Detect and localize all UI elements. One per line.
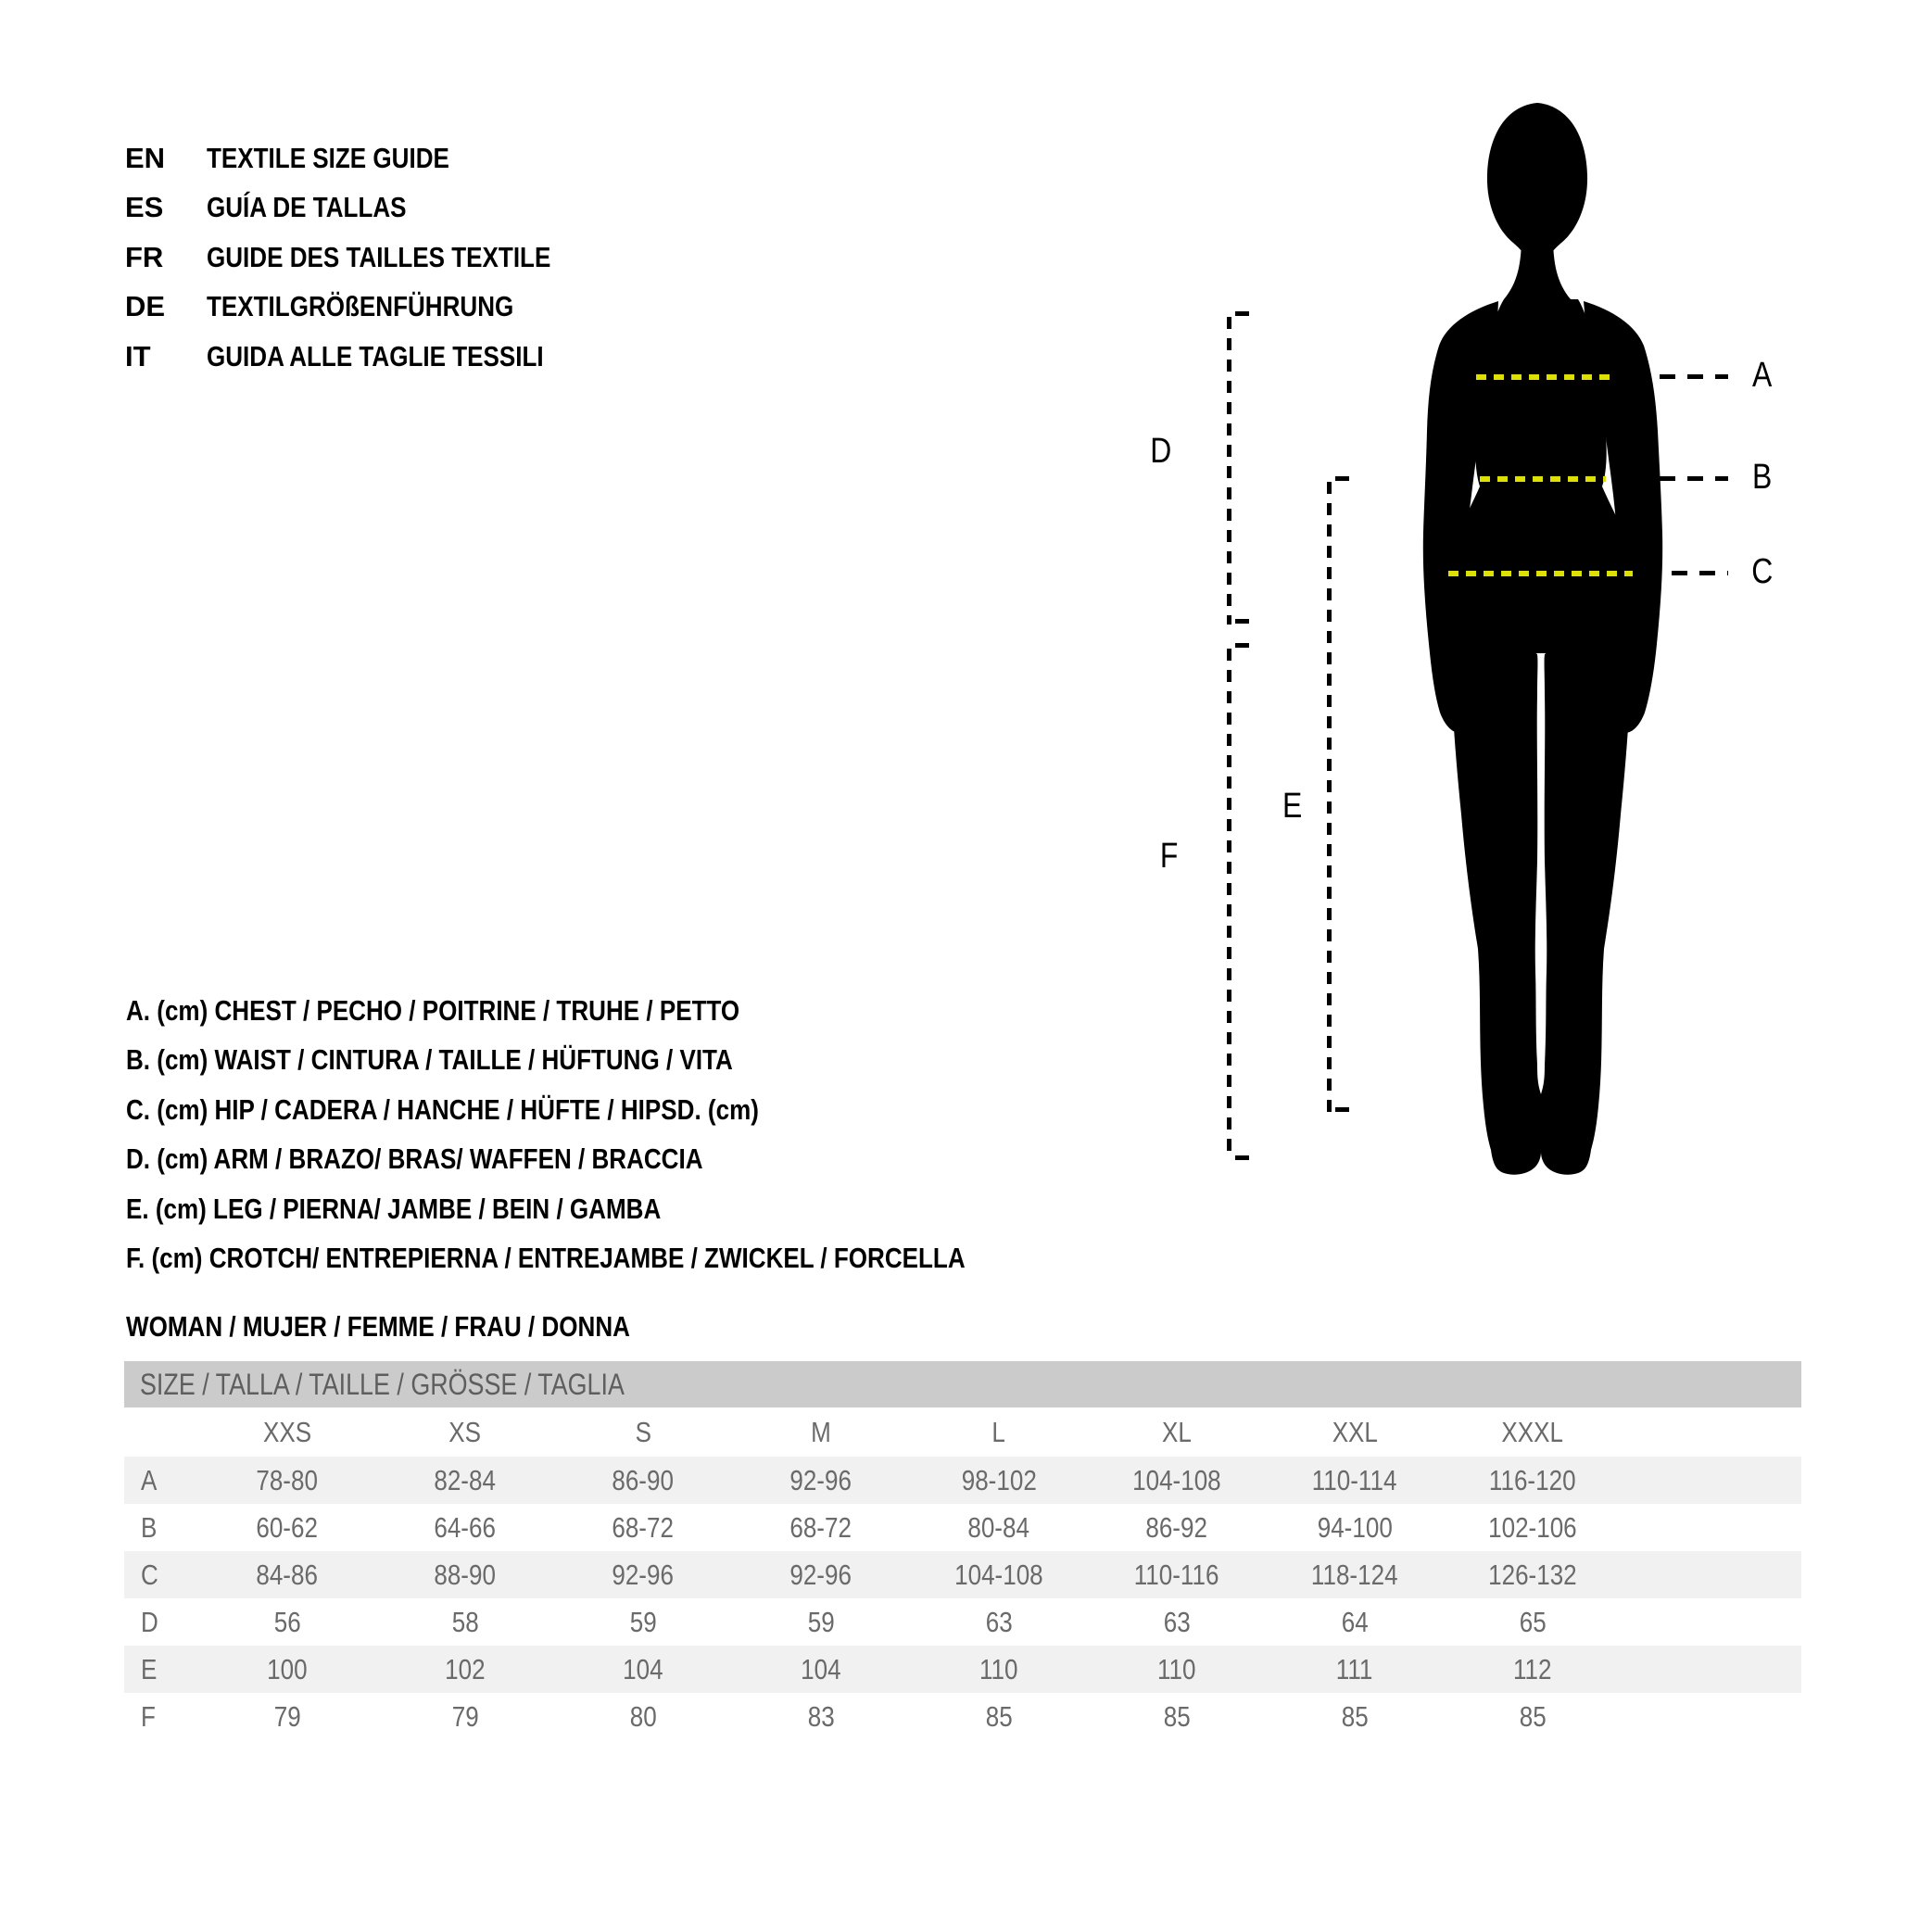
size-value-text: 82-84 — [434, 1463, 497, 1496]
language-title-text: TEXTILGRÖßENFÜHRUNG — [207, 290, 514, 323]
size-value-text: 64 — [1341, 1605, 1369, 1638]
size-value-cell — [376, 1559, 554, 1592]
size-value-text: 85 — [1341, 1699, 1369, 1733]
legend-item-text: E. (cm) LEG / PIERNA/ JAMBE / BEIN / GAMBA — [126, 1192, 662, 1225]
size-value-cell — [1266, 1559, 1444, 1592]
size-header-row — [124, 1407, 1801, 1457]
language-title — [207, 142, 616, 175]
language-title-text: GUÍA DE TALLAS — [207, 191, 407, 224]
size-value-cell — [910, 1559, 1088, 1592]
size-value-text: 110 — [1157, 1652, 1196, 1685]
legend-item-text: B. (cm) WAIST / CINTURA / TAILLE / HÜFTUNG / VITA — [126, 1043, 733, 1077]
size-value-text: 104 — [801, 1652, 841, 1685]
row-label — [124, 1653, 198, 1686]
size-value-cell — [732, 1653, 910, 1686]
size-table — [124, 1361, 1801, 1740]
waist-connector-line — [1660, 476, 1728, 481]
row-label-text: E — [141, 1652, 158, 1685]
arm-measure-tick-top — [1235, 311, 1249, 316]
size-value-text: 111 — [1336, 1652, 1373, 1685]
row-label-text: B — [141, 1510, 158, 1544]
legend-item-text: C. (cm) HIP / CADERA / HANCHE / HÜFTE / HIPSD. (cm) — [126, 1092, 759, 1126]
size-value-text: 79 — [273, 1699, 301, 1733]
language-code: DE — [125, 290, 166, 323]
size-value-text: 63 — [985, 1605, 1013, 1638]
size-value-cell — [732, 1464, 910, 1497]
legend-item — [126, 1142, 1125, 1176]
size-value-cell — [1088, 1606, 1266, 1639]
size-value-cell — [1444, 1606, 1622, 1639]
size-value-cell — [376, 1464, 554, 1497]
size-value-cell — [376, 1700, 554, 1734]
size-col-header — [1088, 1416, 1266, 1449]
size-value-cell — [198, 1559, 376, 1592]
legend-item — [126, 1242, 1125, 1275]
size-value-text: 104-108 — [954, 1558, 1043, 1591]
size-value-cell — [554, 1464, 732, 1497]
size-value-text: 56 — [273, 1605, 301, 1638]
size-col-header — [732, 1416, 910, 1449]
language-list — [125, 133, 616, 382]
row-label — [124, 1559, 198, 1592]
woman-figure — [1404, 101, 1677, 1209]
size-value-text: 86-90 — [612, 1463, 675, 1496]
size-value-cell — [910, 1700, 1088, 1734]
size-value-cell — [554, 1559, 732, 1592]
size-value-text: 85 — [1519, 1699, 1547, 1733]
size-value-cell — [1266, 1606, 1444, 1639]
row-label — [124, 1511, 198, 1545]
size-col-header-text: M — [811, 1415, 831, 1448]
language-code: EN — [125, 141, 166, 174]
legend-item — [126, 1193, 1125, 1226]
size-value-cell — [732, 1700, 910, 1734]
size-value-text: 68-72 — [612, 1510, 675, 1544]
size-value-text: 88-90 — [434, 1558, 497, 1591]
size-value-text: 85 — [1163, 1699, 1191, 1733]
size-value-text: 59 — [807, 1605, 835, 1638]
size-value-text: 86-92 — [1145, 1510, 1208, 1544]
table-row — [124, 1646, 1801, 1693]
size-value-cell — [1088, 1653, 1266, 1686]
size-value-text: 110-116 — [1134, 1558, 1219, 1591]
size-table-header-band: SIZE / TALLA / TAILLE / GRÖSSE / TAGLIA — [124, 1361, 1801, 1407]
size-value-cell — [554, 1606, 732, 1639]
label-waist-b: B — [1752, 458, 1773, 497]
size-col-header — [1444, 1416, 1622, 1449]
size-value-text: 65 — [1519, 1605, 1547, 1638]
size-value-cell — [910, 1511, 1088, 1545]
table-row — [124, 1598, 1801, 1646]
size-value-text: 85 — [985, 1699, 1013, 1733]
size-value-cell — [554, 1700, 732, 1734]
size-value-cell — [198, 1511, 376, 1545]
size-value-text: 78-80 — [256, 1463, 319, 1496]
size-col-header-text: L — [991, 1415, 1006, 1448]
size-value-text: 64-66 — [434, 1510, 497, 1544]
woman-silhouette-icon — [1404, 101, 1677, 1209]
size-value-text: 104-108 — [1132, 1463, 1221, 1496]
size-col-header-text: S — [635, 1415, 651, 1448]
size-value-cell — [732, 1559, 910, 1592]
table-row — [124, 1457, 1801, 1504]
arm-measure-tick-bottom — [1235, 619, 1249, 624]
size-value-cell — [1266, 1700, 1444, 1734]
size-col-header — [554, 1416, 732, 1449]
leg-measure-tick-bottom — [1335, 1107, 1349, 1112]
legend-item-text: F. (cm) CROTCH/ ENTREPIERNA / ENTREJAMBE / ZWICKEL / FORCELLA — [126, 1242, 966, 1275]
size-value-cell — [1266, 1511, 1444, 1545]
language-code: FR — [125, 240, 164, 273]
size-col-header-text: XS — [448, 1415, 482, 1448]
size-value-text: 68-72 — [789, 1510, 852, 1544]
language-title — [207, 340, 616, 373]
size-col-header-text: XL — [1162, 1415, 1192, 1448]
label-crotch-f: F — [1160, 837, 1179, 876]
size-value-text: 59 — [629, 1605, 657, 1638]
size-value-text: 104 — [623, 1652, 663, 1685]
label-hip-c: C — [1751, 552, 1774, 591]
size-value-cell — [1088, 1700, 1266, 1734]
size-value-text: 116-120 — [1489, 1463, 1576, 1496]
size-value-text: 112 — [1513, 1652, 1552, 1685]
size-col-header-text: XXS — [262, 1415, 312, 1448]
language-title — [207, 290, 616, 323]
size-value-text: 100 — [267, 1652, 308, 1685]
size-value-text: 98-102 — [961, 1463, 1037, 1496]
size-value-text: 102 — [445, 1652, 486, 1685]
size-col-header-text: XXL — [1332, 1415, 1378, 1448]
row-label — [124, 1700, 198, 1734]
size-value-cell — [910, 1464, 1088, 1497]
size-col-header — [198, 1416, 376, 1449]
table-row — [124, 1551, 1801, 1598]
size-value-cell — [554, 1653, 732, 1686]
size-col-header — [376, 1416, 554, 1449]
size-value-cell — [1444, 1700, 1622, 1734]
size-value-text: 79 — [451, 1699, 479, 1733]
row-label-text: C — [141, 1558, 158, 1591]
size-col-header-text: XXXL — [1501, 1415, 1564, 1448]
language-title-text: GUIDE DES TAILLES TEXTILE — [207, 240, 551, 273]
table-row — [124, 1504, 1801, 1551]
size-value-cell — [1444, 1511, 1622, 1545]
size-col-header — [910, 1416, 1088, 1449]
size-value-cell — [1088, 1559, 1266, 1592]
size-value-cell — [198, 1606, 376, 1639]
size-value-cell — [910, 1606, 1088, 1639]
size-value-cell — [1266, 1653, 1444, 1686]
size-value-text: 110-114 — [1312, 1463, 1397, 1496]
size-value-cell — [910, 1653, 1088, 1686]
size-value-text: 118-124 — [1311, 1558, 1398, 1591]
hip-connector-line — [1672, 571, 1728, 575]
leg-measure-tick-top — [1335, 476, 1349, 481]
size-value-cell — [554, 1511, 732, 1545]
language-title-text: GUIDA ALLE TAGLIE TESSILI — [207, 339, 544, 372]
size-value-cell — [1266, 1464, 1444, 1497]
chest-connector-line — [1660, 374, 1728, 379]
crotch-measure-tick-bottom — [1235, 1155, 1249, 1160]
legend-item — [126, 994, 1125, 1028]
gender-title: WOMAN / MUJER / FEMME / FRAU / DONNA — [126, 1310, 630, 1343]
size-value-text: 63 — [1163, 1605, 1191, 1638]
size-value-text: 84-86 — [256, 1558, 319, 1591]
size-value-text: 92-96 — [789, 1463, 852, 1496]
size-table-body — [124, 1457, 1801, 1740]
arm-measure-line — [1227, 317, 1231, 625]
size-value-cell — [732, 1606, 910, 1639]
size-value-text: 60-62 — [256, 1510, 319, 1544]
leg-measure-line — [1327, 482, 1332, 1112]
size-value-cell — [1444, 1653, 1622, 1686]
language-code: ES — [125, 191, 164, 224]
crotch-measure-line — [1227, 649, 1231, 1160]
size-value-text: 102-106 — [1488, 1510, 1577, 1544]
table-row — [124, 1693, 1801, 1740]
chest-measure-line — [1476, 374, 1615, 380]
size-value-text: 80-84 — [967, 1510, 1030, 1544]
size-value-text: 92-96 — [612, 1558, 675, 1591]
size-value-cell — [1088, 1464, 1266, 1497]
size-value-cell — [376, 1653, 554, 1686]
measurement-legend — [126, 986, 1125, 1283]
size-value-cell — [1088, 1511, 1266, 1545]
legend-item-text: D. (cm) ARM / BRAZO/ BRAS/ WAFFEN / BRACCIA — [126, 1142, 703, 1176]
size-value-cell — [198, 1464, 376, 1497]
legend-item-text: A. (cm) CHEST / PECHO / POITRINE / TRUHE / PETTO — [126, 993, 740, 1027]
size-value-text: 126-132 — [1488, 1558, 1577, 1591]
legend-item — [126, 1043, 1125, 1077]
hip-measure-line — [1448, 571, 1633, 576]
label-leg-e: E — [1282, 787, 1303, 826]
language-code: IT — [125, 339, 151, 372]
size-value-text: 58 — [451, 1605, 479, 1638]
legend-item — [126, 1093, 1125, 1127]
size-value-cell — [1444, 1464, 1622, 1497]
size-value-cell — [376, 1606, 554, 1639]
language-title — [207, 191, 616, 224]
row-label-text: F — [141, 1699, 156, 1733]
size-value-text: 80 — [629, 1699, 657, 1733]
size-value-text: 92-96 — [789, 1558, 852, 1591]
size-value-text: 83 — [807, 1699, 835, 1733]
size-value-cell — [198, 1700, 376, 1734]
row-label — [124, 1464, 198, 1497]
crotch-measure-tick-top — [1235, 643, 1249, 648]
size-value-text: 110 — [979, 1652, 1018, 1685]
row-label-text: D — [141, 1605, 158, 1638]
size-value-cell — [376, 1511, 554, 1545]
row-label — [124, 1606, 198, 1639]
language-title-text: TEXTILE SIZE GUIDE — [207, 141, 449, 174]
size-value-cell — [732, 1511, 910, 1545]
label-chest-a: A — [1752, 356, 1773, 395]
size-value-cell — [198, 1653, 376, 1686]
label-arm-d: D — [1150, 432, 1172, 471]
size-value-cell — [1444, 1559, 1622, 1592]
size-col-header — [1266, 1416, 1444, 1449]
waist-measure-line — [1480, 476, 1606, 482]
row-label-text: A — [141, 1463, 158, 1496]
language-title — [207, 241, 616, 274]
size-value-text: 94-100 — [1317, 1510, 1393, 1544]
